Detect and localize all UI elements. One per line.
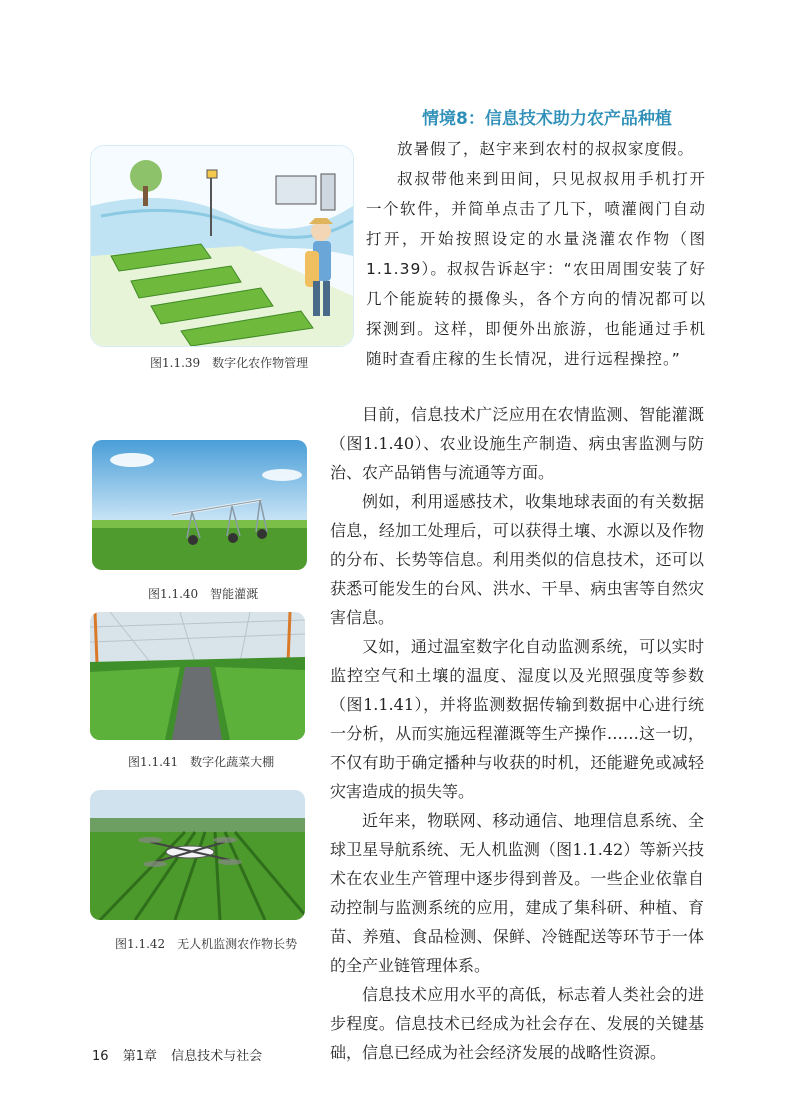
body-paragraph: 近年来，物联网、移动通信、地理信息系统、全球卫星导航系统、无人机监测（图1.1.42）等新兴技术在农业生产管理中逐步得到普及。一些企业依靠自动控制与监测系统的应用，建成了集科研、种植、育苗、养殖、食品检测、保鲜、冷链配送等环节于一体的全产业链管理体系。 (330, 811, 704, 975)
scenario-story (366, 134, 706, 374)
figure-caption: 图1.1.40 智能灌溉 (148, 587, 259, 601)
chapter-label: 第1章 (122, 1049, 157, 1064)
figure-caption: 图1.1.41 数字化蔬菜大棚 (128, 755, 275, 769)
greenhouse-photo-icon (90, 612, 305, 740)
figure-caption: 图1.1.42 无人机监测农作物长势 (115, 937, 298, 951)
figure-caption: 图1.1.39 数字化农作物管理 (150, 356, 309, 370)
figure-digital-farm (90, 145, 354, 347)
story-paragraph: 放暑假了，赵宇来到农村的叔叔家度假。 (397, 140, 695, 158)
chapter-title: 信息技术与社会 (171, 1049, 263, 1064)
irrigation-photo-icon (92, 440, 307, 570)
body-paragraph: 目前，信息技术广泛应用在农情监测、智能灌溉（图1.1.40）、农业设施生产制造、病虫害监测与防治、农产品销售与流通等方面。 (330, 405, 704, 482)
figure-greenhouse (90, 612, 305, 740)
story-paragraph: 叔叔带他来到田间，只见叔叔用手机打开一个软件，并简单点击了几下，喷灌阀门自动打开，开始按照设定的水量浇灌农作物（图1.1.39）。叔叔告诉赵宇：“农田周围安装了好几个能旋转的摄像头，各个方向的情况都可以探测到。这样，即便外出旅游，也能通过手机随时查看庄稼的生长情况，进行远程操控。” (366, 170, 706, 368)
body-paragraph: 又如，通过温室数字化自动监测系统，可以实时监控空气和土壤的温度、湿度以及光照强度等参数（图1.1.41），并将监测数据传输到数据中心进行统一分析，从而实施远程灌溉等生产操作……这一切，不仅有助于确定播种与收获的时机，还能避免或减轻灾害造成的损失等。 (330, 637, 704, 801)
body-paragraph: 例如，利用遥感技术，收集地球表面的有关数据信息，经加工处理后，可以获得土壤、水源以及作物的分布、长势等信息。利用类似的信息技术，还可以获悉可能发生的台风、洪水、干旱、病虫害等自然灾害信息。 (330, 492, 704, 627)
scenario-title: 情境8：信息技术助力农产品种植 (422, 109, 672, 129)
page-footer (92, 1045, 272, 1064)
figure-smart-irrigation (92, 440, 307, 570)
body-paragraph: 信息技术应用水平的高低，标志着人类社会的进步程度。信息技术已经成为社会存在、发展的关键基础，信息已经成为社会经济发展的战略性资源。 (330, 985, 704, 1062)
page-number: 16 (92, 1049, 109, 1064)
farm-illustration-icon (91, 146, 353, 346)
drone-photo-icon (90, 790, 305, 920)
main-body-text (330, 400, 704, 1067)
figure-drone-monitoring (90, 790, 305, 920)
